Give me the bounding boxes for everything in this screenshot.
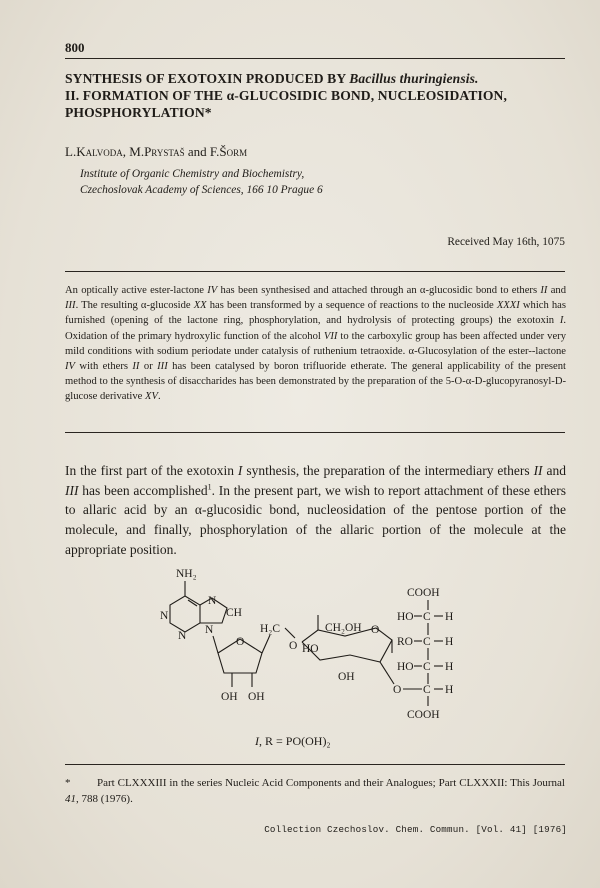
n7-label: N	[208, 595, 217, 607]
ribose-o-label: O	[236, 636, 245, 648]
abstract-text: has been transformed by a sequence of reactions to the nucleoside	[206, 300, 497, 312]
abstract-text: . Oxidation of the primary hydroxylic function of the alcohol	[65, 315, 566, 342]
ho-label: HO	[302, 643, 319, 655]
chemical-structure	[0, 560, 600, 730]
compound-ref: II	[533, 463, 543, 478]
bond	[213, 636, 218, 653]
received-date: Received May 16th, 1075	[447, 236, 565, 248]
header-rule	[65, 58, 565, 59]
title-organism: Bacillus thuringiensis.	[349, 71, 479, 86]
page-number: 800	[65, 40, 85, 55]
compound-ref: XX	[193, 300, 207, 312]
footnote-rule	[65, 764, 565, 765]
compound-ref: I	[559, 315, 564, 327]
author-separator: ,	[122, 144, 130, 159]
h-label: H	[445, 684, 454, 696]
article-title	[65, 70, 560, 121]
abstract-text: to the carboxylic group has been affected under very mild conditions with sodium periodate under catalysis of ruthenium tetraoxide. α-Glucosylation of the ester--lactone	[65, 330, 566, 357]
ro-label: RO	[397, 636, 413, 648]
affiliation-line: Czechoslovak Academy of Sciences, 166 10 Prague 6	[80, 184, 323, 196]
carbon-label: C	[423, 611, 431, 623]
author-name: Kalvoda	[76, 144, 123, 159]
bond	[285, 628, 295, 638]
body-text: In the first part of the exotoxin	[65, 463, 238, 478]
journal-citation: Collection Czechoslov. Chem. Commun. [Vol. 41] [1976]	[264, 824, 567, 835]
compound-ref: I	[255, 734, 259, 748]
n3-label: N	[178, 630, 187, 642]
abstract-text: and	[547, 285, 566, 296]
compound-ref: III	[65, 300, 76, 312]
ch-label: CH	[226, 607, 242, 619]
footnote-text: , 788 (1976).	[76, 793, 133, 805]
caption-text: , R = PO(OH)₂	[259, 734, 331, 748]
h-label: H	[445, 661, 454, 673]
body-text: has been accomplished	[78, 482, 208, 498]
body-paragraph	[65, 461, 566, 560]
compound-ref: XXXI	[496, 300, 520, 312]
carbon-label: C	[423, 661, 431, 673]
h-label: H	[445, 636, 454, 648]
n1-label: N	[160, 610, 169, 622]
abstract-top-rule	[65, 271, 565, 272]
ch2oh-label: CH₂OH	[325, 622, 362, 634]
oh-label: OH	[248, 691, 265, 703]
compound-ref: I	[237, 463, 243, 478]
cooh-label: COOH	[407, 709, 440, 721]
title-line3: PHOSPHORYLATION*	[65, 105, 212, 120]
author-initial: M.	[129, 144, 145, 159]
compound-ref: III	[157, 361, 168, 373]
author-name: Šorm	[219, 144, 248, 159]
footnote-marker: *	[65, 777, 71, 789]
ether-o-label: O	[289, 640, 298, 652]
abstract-text: which has furnished (opening of the lactone ring, phosphorylation, and hydrolysis of protecting groups) the exotoxin	[65, 300, 566, 327]
body-text: and	[542, 463, 566, 478]
h-label: H	[445, 611, 454, 623]
abstract	[65, 283, 566, 405]
author-name: Prystaš	[144, 144, 185, 159]
cooh-label: COOH	[407, 587, 440, 599]
affiliation	[80, 166, 323, 198]
pyrimidine-ring	[170, 596, 200, 632]
body-text: . In the present part, we wish to report attachment of these ethers to allaric acid by an α-glucosidic bond, nucleosidation of the pentose portion of the molecule, and finally, phosphorylation of the allaric portion of the molecule at the appropriate position.	[65, 482, 566, 557]
author-initial: F.	[209, 144, 220, 159]
abstract-text: or	[139, 361, 158, 373]
h2c-label: H₂C	[260, 623, 280, 635]
author-list	[65, 144, 247, 160]
abstract-text: has been catalysed by boron trifluoride etherate. The general applicability of the present method to the synthesis of disaccharides has been demonstrated by the preparation of the 5-O-α-D-glucopyranosyl-D-glucose derivative	[65, 361, 566, 403]
compound-ref: II	[540, 285, 548, 296]
bond	[262, 635, 270, 653]
abstract-text: with ethers	[75, 361, 133, 373]
footnote	[65, 775, 565, 807]
volume-number: 41	[65, 793, 76, 805]
abstract-text: . The resulting α-glucoside	[75, 300, 194, 312]
abstract-bottom-rule	[65, 432, 565, 433]
abstract-text: has been synthesised and attached through an α-glucosidic bond to ethers	[217, 285, 541, 296]
abstract-text: An optically active ester-lactone	[65, 285, 208, 296]
carbon-label: C	[423, 684, 431, 696]
reference-marker: 1	[207, 482, 212, 492]
title-line1-prefix: SYNTHESIS OF EXOTOXIN PRODUCED BY	[65, 71, 350, 86]
author-initial: L.	[65, 144, 77, 159]
structure-caption	[255, 734, 331, 749]
body-text: synthesis, the preparation of the intermediary ethers	[242, 463, 534, 478]
compound-ref: III	[65, 482, 79, 498]
glycosidic-o-label: O	[393, 684, 402, 696]
nh2-label: NH₂	[176, 568, 197, 580]
compound-ref: II	[132, 361, 140, 373]
oh-label: OH	[338, 671, 355, 683]
author-separator: and	[184, 144, 210, 159]
affiliation-line: Institute of Organic Chemistry and Biochemistry,	[80, 168, 305, 180]
ho-label: HO	[397, 661, 414, 673]
ring-o-label: O	[371, 624, 380, 636]
footnote-text: Part CLXXXIII in the series Nucleic Acid Components and their Analogues; Part CLXXXII: This Journal	[97, 777, 565, 789]
ho-label: HO	[397, 611, 414, 623]
abstract-text: .	[157, 391, 161, 403]
compound-ref: IV	[65, 361, 75, 373]
oh-label: OH	[221, 691, 238, 703]
compound-ref: XV	[145, 391, 158, 403]
bond	[380, 662, 394, 684]
carbon-label: C	[423, 636, 431, 648]
compound-ref: IV	[207, 285, 218, 296]
n9-label: N	[205, 624, 214, 636]
title-line2: II. FORMATION OF THE α-GLUCOSIDIC BOND, NUCLEOSIDATION,	[65, 88, 507, 103]
compound-ref: VII	[323, 330, 338, 342]
